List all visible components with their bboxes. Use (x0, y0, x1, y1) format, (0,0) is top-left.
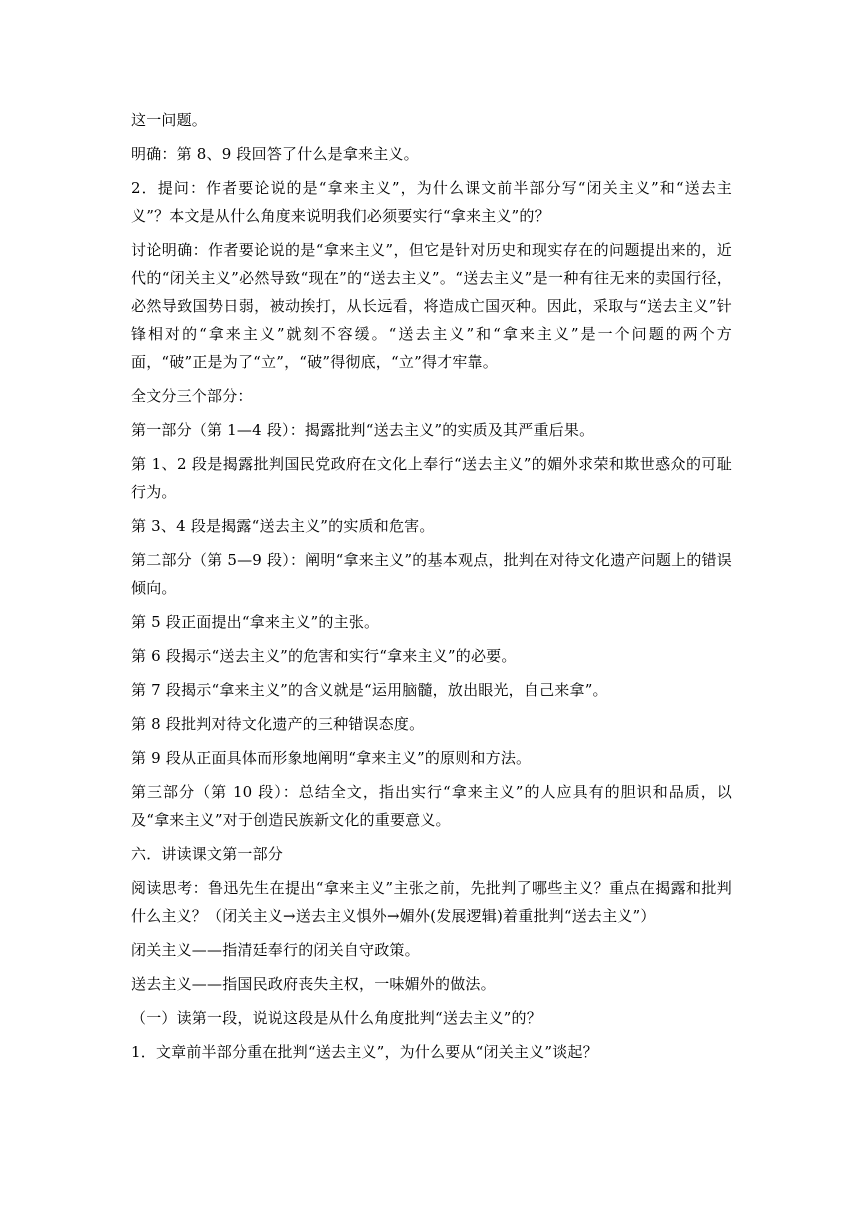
paragraph-sections-3-4: 第 3、4 段是揭露“送去主义”的实质和危害。 (131, 517, 435, 535)
paragraph-part-one: 第一部分（第 1—4 段）：揭露批判“送去主义”的实质及其严重后果。 (131, 421, 595, 439)
paragraph-section-5: 第 5 段正面提出“拿来主义”的主张。 (131, 613, 380, 631)
paragraph-sections-1-2: 第 1、2 段是揭露批判国民党政府在文化上奉行“送去主义”的媚外求荣和欺世惑众的可耻行为。 (131, 455, 732, 501)
paragraph-continuation: 这一问题。 (131, 111, 208, 129)
paragraph-section-7: 第 7 段揭示“拿来主义”的含义就是“运用脑髓，放出眼光，自己来拿”。 (131, 681, 608, 699)
paragraph-part-two: 第二部分（第 5—9 段）：阐明“拿来主义”的基本观点，批判在对待文化遗产问题上的错误倾向。 (131, 551, 732, 597)
document-body (131, 106, 732, 1072)
paragraph-part-three: 第三部分（第 10 段）：总结全文，指出实行“拿来主义”的人应具有的胆识和品质，以及“拿来主义”对于创造民族新文化的重要意义。 (131, 783, 732, 829)
paragraph-question-2: 2．提问：作者要论说的是“拿来主义”，为什么课文前半部分写“闭关主义”和“送去主义”？本文是从什么角度来说明我们必须要实行“拿来主义”的？ (131, 179, 732, 225)
paragraph-structure-intro: 全文分三个部分： (131, 387, 253, 405)
paragraph-section-8: 第 8 段批判对待文化遗产的三种错误态度。 (131, 715, 425, 733)
paragraph-definition-closed-door: 闭关主义——指清廷奉行的闭关自守政策。 (131, 941, 420, 959)
paragraph-subsection-one: （一）读第一段，说说这段是从什么角度批判“送去主义”的？ (131, 1009, 542, 1027)
paragraph-discussion: 讨论明确：作者要论说的是“拿来主义”，但它是针对历史和现实存在的问题提出来的，近代的“闭关主义”必然导致“现在”的“送去主义”。“送去主义”是一种有往无来的卖国行径，必然导致国势日弱，被动挨打，从长远看，将造成亡国灭种。因此，采取与“送去主义”针锋相对的“拿来主义”就刻不容缓。“送去主义”和“拿来主义”是一个问题的两个方面，“破”正是为了“立”，“破”得彻底，“立”得才牢靠。 (131, 241, 732, 371)
paragraph-answer-what-is-nalai: 明确：第 8、9 段回答了什么是拿来主义。 (131, 145, 419, 163)
paragraph-section-6: 第 6 段揭示“送去主义”的危害和实行“拿来主义”的必要。 (131, 647, 517, 665)
paragraph-question-1: 1．文章前半部分重在批判“送去主义”，为什么要从“闭关主义”谈起？ (131, 1043, 598, 1061)
paragraph-section-9: 第 9 段从正面具体而形象地阐明“拿来主义”的原则和方法。 (131, 749, 532, 767)
paragraph-definition-sending: 送去主义——指国民政府丧失主权，一味媚外的做法。 (131, 975, 496, 993)
section-heading-six: 六．讲读课文第一部分 (131, 845, 284, 863)
paragraph-reading-question: 阅读思考：鲁迅先生在提出“拿来主义”主张之前，先批判了哪些主义？重点在揭露和批判什么主义？（闭关主义→送去主义惧外→媚外(发展逻辑)着重批判“送去主义”） (131, 879, 732, 925)
